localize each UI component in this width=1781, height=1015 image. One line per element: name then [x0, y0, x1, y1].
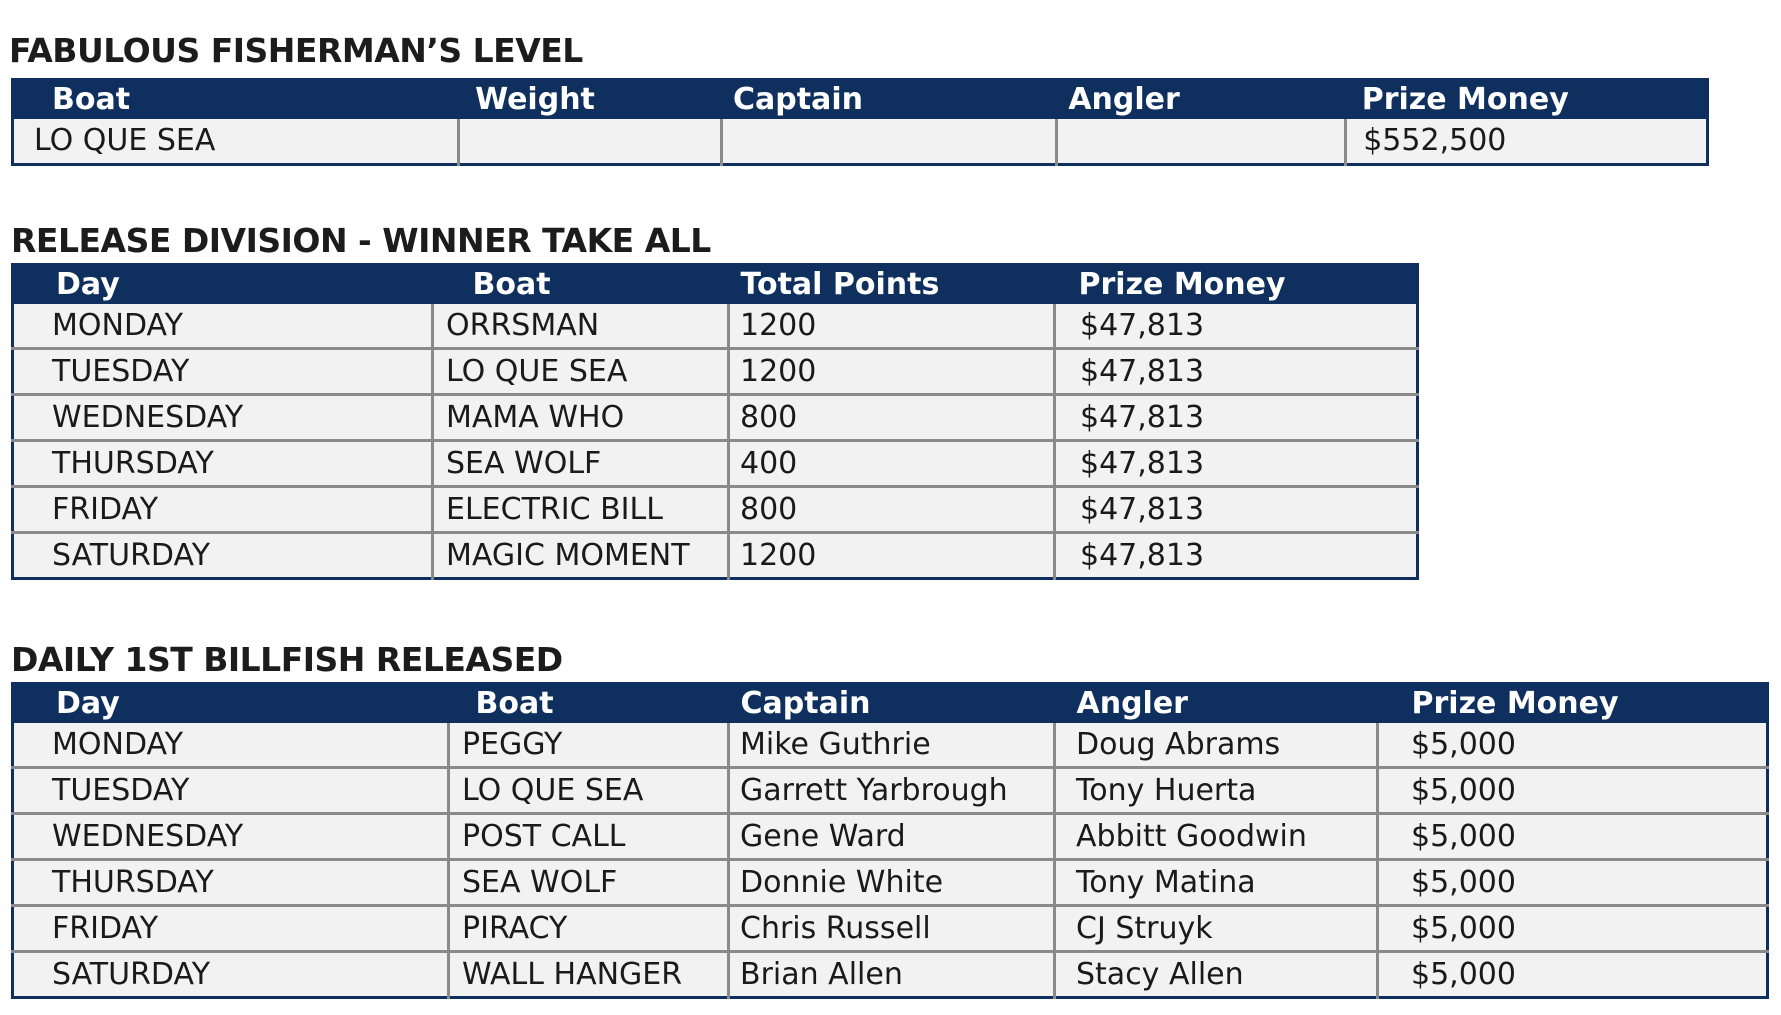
table-row	[13, 119, 1708, 165]
cell-captain: Chris Russell	[729, 906, 1055, 952]
cell-prize-money: $47,813	[1055, 349, 1418, 395]
cell-boat: ELECTRIC BILL	[433, 487, 729, 533]
cell-day: MONDAY	[13, 304, 433, 349]
cell-day: MONDAY	[13, 723, 449, 768]
daily-billfish-table	[11, 682, 1769, 999]
cell-captain: Donnie White	[729, 860, 1055, 906]
cell-angler: Abbitt Goodwin	[1055, 814, 1378, 860]
cell-day: TUESDAY	[13, 349, 433, 395]
cell-captain: Garrett Yarbrough	[729, 768, 1055, 814]
table-header-row	[13, 265, 1418, 305]
column-header-captain: Captain	[729, 684, 1055, 724]
cell-boat: PIRACY	[449, 906, 729, 952]
cell-day: SATURDAY	[13, 952, 449, 998]
fabulous-fisherman-table	[11, 78, 1709, 166]
cell-boat: SEA WOLF	[433, 441, 729, 487]
table-header-row	[13, 684, 1768, 724]
column-header-angler: Angler	[1055, 684, 1378, 724]
daily-billfish-title: DAILY 1ST BILLFISH RELEASED	[11, 640, 563, 679]
cell-angler: Tony Matina	[1055, 860, 1378, 906]
cell-day: WEDNESDAY	[13, 814, 449, 860]
cell-day: THURSDAY	[13, 860, 449, 906]
cell-prize-money: $47,813	[1055, 441, 1418, 487]
cell-day: SATURDAY	[13, 533, 433, 579]
cell-angler: Stacy Allen	[1055, 952, 1378, 998]
cell-prize-money: $47,813	[1055, 487, 1418, 533]
cell-prize-money: $5,000	[1378, 814, 1768, 860]
cell-boat: LO QUE SEA	[449, 768, 729, 814]
table-row	[13, 441, 1418, 487]
table-header-row	[13, 80, 1708, 120]
table-row	[13, 906, 1768, 952]
cell-prize-money: $47,813	[1055, 395, 1418, 441]
column-header-boat: Boat	[433, 265, 729, 305]
column-header-captain: Captain	[721, 80, 1056, 120]
column-header-day: Day	[13, 684, 449, 724]
cell-boat: LO QUE SEA	[13, 119, 459, 165]
cell-angler: Doug Abrams	[1055, 723, 1378, 768]
cell-captain	[721, 119, 1056, 165]
column-header-boat: Boat	[13, 80, 459, 120]
column-header-total-points: Total Points	[729, 265, 1055, 305]
cell-boat: LO QUE SEA	[433, 349, 729, 395]
cell-boat: PEGGY	[449, 723, 729, 768]
table-row	[13, 487, 1418, 533]
table-row	[13, 349, 1418, 395]
cell-prize-money: $552,500	[1346, 119, 1708, 165]
cell-prize-money: $5,000	[1378, 952, 1768, 998]
cell-captain: Brian Allen	[729, 952, 1055, 998]
cell-day: FRIDAY	[13, 906, 449, 952]
cell-angler: CJ Struyk	[1055, 906, 1378, 952]
table-row	[13, 768, 1768, 814]
cell-prize-money: $5,000	[1378, 860, 1768, 906]
column-header-day: Day	[13, 265, 433, 305]
fabulous-fisherman-title: FABULOUS FISHERMAN’S LEVEL	[9, 31, 583, 70]
cell-captain: Gene Ward	[729, 814, 1055, 860]
cell-prize-money: $47,813	[1055, 304, 1418, 349]
table-row	[13, 952, 1768, 998]
column-header-weight: Weight	[458, 80, 721, 120]
cell-boat: MAMA WHO	[433, 395, 729, 441]
cell-boat: SEA WOLF	[449, 860, 729, 906]
cell-day: FRIDAY	[13, 487, 433, 533]
table-row	[13, 814, 1768, 860]
cell-boat: ORRSMAN	[433, 304, 729, 349]
cell-angler	[1056, 119, 1345, 165]
cell-total-points: 400	[729, 441, 1055, 487]
column-header-prize-money: Prize Money	[1378, 684, 1768, 724]
table-row	[13, 860, 1768, 906]
table-row	[13, 304, 1418, 349]
table-row	[13, 395, 1418, 441]
release-division-table	[11, 263, 1419, 580]
cell-prize-money: $5,000	[1378, 723, 1768, 768]
cell-angler: Tony Huerta	[1055, 768, 1378, 814]
cell-total-points: 800	[729, 487, 1055, 533]
cell-captain: Mike Guthrie	[729, 723, 1055, 768]
column-header-angler: Angler	[1056, 80, 1345, 120]
cell-total-points: 1200	[729, 533, 1055, 579]
column-header-prize-money: Prize Money	[1346, 80, 1708, 120]
cell-boat: POST CALL	[449, 814, 729, 860]
column-header-prize-money: Prize Money	[1055, 265, 1418, 305]
cell-total-points: 800	[729, 395, 1055, 441]
cell-prize-money: $5,000	[1378, 768, 1768, 814]
table-row	[13, 533, 1418, 579]
release-division-title: RELEASE DIVISION - WINNER TAKE ALL	[11, 221, 711, 260]
cell-boat: MAGIC MOMENT	[433, 533, 729, 579]
table-row	[13, 723, 1768, 768]
cell-total-points: 1200	[729, 349, 1055, 395]
cell-day: WEDNESDAY	[13, 395, 433, 441]
cell-prize-money: $5,000	[1378, 906, 1768, 952]
cell-day: TUESDAY	[13, 768, 449, 814]
cell-weight	[458, 119, 721, 165]
cell-prize-money: $47,813	[1055, 533, 1418, 579]
column-header-boat: Boat	[449, 684, 729, 724]
cell-boat: WALL HANGER	[449, 952, 729, 998]
cell-total-points: 1200	[729, 304, 1055, 349]
cell-day: THURSDAY	[13, 441, 433, 487]
